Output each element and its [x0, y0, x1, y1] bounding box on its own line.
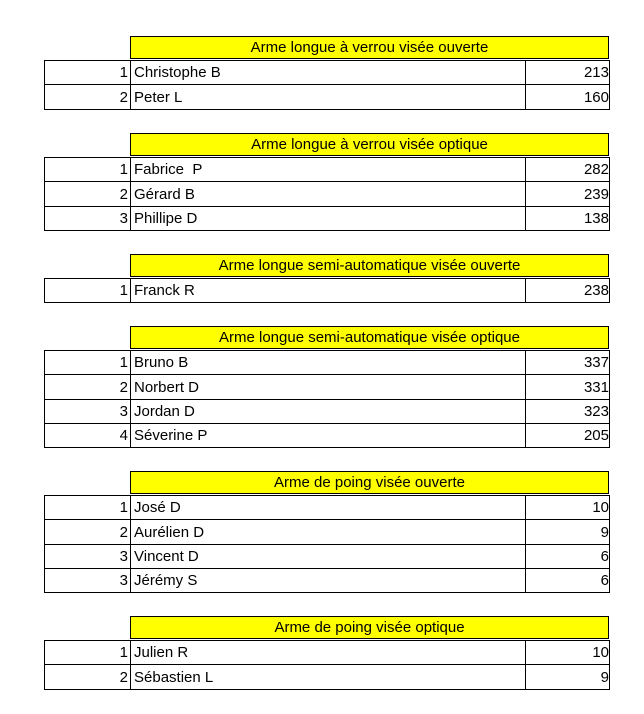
- section-header: Arme longue semi-automatique visée ouverte: [130, 254, 609, 277]
- section-header: Arme longue à verrou visée optique: [130, 133, 609, 156]
- table-row: [44, 350, 610, 375]
- rank-cell: 2: [45, 182, 131, 206]
- name-cell: Fabrice P: [131, 158, 526, 181]
- score-cell: 239: [583, 185, 609, 203]
- score-cell: 9: [600, 523, 609, 541]
- rank-cell: 2: [45, 520, 131, 544]
- table-row: [44, 206, 610, 231]
- name-cell: Julien R: [131, 641, 526, 664]
- section-header: Arme longue à verrou visée ouverte: [130, 36, 609, 59]
- table-row: [44, 278, 610, 303]
- name-cell: Sébastien L: [131, 665, 526, 689]
- section-header: Arme de poing visée ouverte: [130, 471, 609, 494]
- score-cell: 205: [583, 426, 609, 444]
- rank-cell: 2: [45, 85, 131, 109]
- rank-cell: 2: [45, 375, 131, 399]
- name-cell: Jordan D: [131, 399, 526, 423]
- table-row: [44, 544, 610, 569]
- score-cell: 160: [583, 88, 609, 106]
- name-cell: Gérard B: [131, 182, 526, 206]
- score-cell: 6: [600, 571, 609, 589]
- name-cell: Peter L: [131, 85, 526, 109]
- section-header: Arme longue semi-automatique visée optique: [130, 326, 609, 349]
- score-cell: 323: [583, 402, 609, 420]
- rank-cell: 1: [45, 496, 131, 519]
- table-row: [44, 520, 610, 545]
- score-cell: 331: [583, 378, 609, 396]
- name-cell: Bruno B: [131, 351, 526, 374]
- score-cell: 9: [600, 668, 609, 686]
- score-cell: 337: [583, 354, 609, 371]
- table-row: [44, 568, 610, 593]
- table-row: [44, 399, 610, 424]
- rank-cell: 1: [45, 61, 131, 84]
- rank-cell: 3: [45, 568, 131, 592]
- table-row: [44, 640, 610, 665]
- rank-cell: 3: [45, 206, 131, 230]
- score-cell: 10: [592, 644, 609, 661]
- table-row: [44, 375, 610, 400]
- rank-cell: 1: [45, 158, 131, 181]
- rank-cell: 1: [45, 279, 131, 302]
- rank-cell: 1: [45, 351, 131, 374]
- rank-cell: 1: [45, 641, 131, 664]
- name-cell: Phillipe D: [131, 206, 526, 230]
- name-cell: Christophe B: [131, 61, 526, 84]
- table-row: [44, 157, 610, 182]
- name-cell: Norbert D: [131, 375, 526, 399]
- table-row: [44, 60, 610, 85]
- score-cell: 10: [592, 499, 609, 516]
- name-cell: José D: [131, 496, 526, 519]
- rank-cell: 2: [45, 665, 131, 689]
- name-cell: Aurélien D: [131, 520, 526, 544]
- name-cell: Franck R: [131, 279, 526, 302]
- score-cell: 138: [583, 209, 609, 227]
- rank-cell: 3: [45, 544, 131, 568]
- score-cell: 238: [583, 282, 609, 299]
- rank-cell: 3: [45, 399, 131, 423]
- name-cell: Séverine P: [131, 423, 526, 447]
- table-row: [44, 665, 610, 690]
- table-row: [44, 85, 610, 110]
- section-header: Arme de poing visée optique: [130, 616, 609, 639]
- name-cell: Jérémy S: [131, 568, 526, 592]
- score-cell: 282: [583, 161, 609, 178]
- name-cell: Vincent D: [131, 544, 526, 568]
- score-cell: 213: [583, 64, 609, 81]
- rank-cell: 4: [45, 423, 131, 447]
- table-row: [44, 495, 610, 520]
- table-row: [44, 182, 610, 207]
- score-cell: 6: [600, 547, 609, 565]
- table-row: [44, 423, 610, 448]
